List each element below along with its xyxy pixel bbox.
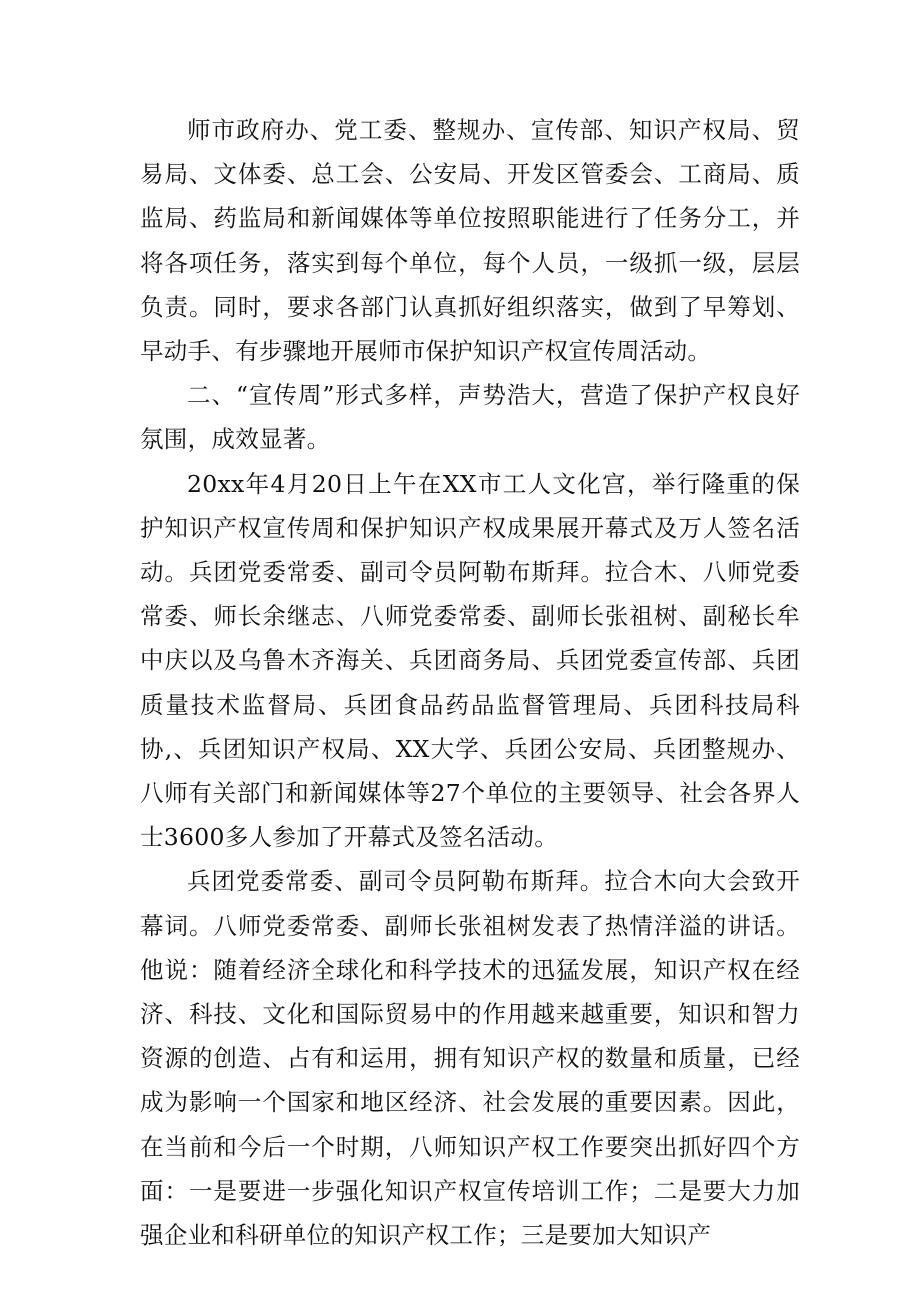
document-body (140, 108, 800, 1257)
paragraph-4: 兵团党委常委、副司令员阿勒布斯拜。拉合木向大会致开幕词。八师党委常委、副师长张祖树发表了热情洋溢的讲话。他说：随着经济全球化和科学技术的迅猛发展，知识产权在经济、科技、文化和国际贸易中的作用越来越重要，知识和智力资源的创造、占有和运用，拥有知识产权的数量和质量，已经成为影响一个国家和地区经济、社会发展的重要因素。因此，在当前和今后一个时期，八师知识产权工作要突出抓好四个方面：一是要进一步强化知识产权宣传培训工作；二是要大力加强企业和科研单位的知识产权工作；三是要加大知识产 (140, 867, 800, 1250)
paragraph-2-heading: 二、“宣传周”形式多样，声势浩大，营造了保护产权良好氛围，成效显著。 (140, 381, 800, 454)
paragraph-1: 师市政府办、党工委、整规办、宣传部、知识产权局、贸易局、文体委、总工会、公安局、开发区管委会、工商局、质监局、药监局和新闻媒体等单位按照职能进行了任务分工，并将各项任务，落实到每个单位，每个人员，一级抓一级，层层负责。同时，要求各部门认真抓好组织落实，做到了早筹划、早动手、有步骤地开展师市保护知识产权宣传周活动。 (140, 116, 800, 366)
paragraph-3: 20xx年4月20日上午在XX市工人文化宫，举行隆重的保护知识产权宣传周和保护知识产权成果展开幕式及万人签名活动。兵团党委常委、副司令员阿勒布斯拜。拉合木、八师党委常委、师长余继志、八师党委常委、副师长张祖树、副秘长牟中庆以及乌鲁木齐海关、兵团商务局、兵团党委宣传部、兵团质量技术监督局、兵团食品药品监督管理局、兵团科技局科协,、兵团知识产权局、XX大学、兵团公安局、兵团整规办、八师有关部门和新闻媒体等27个单位的主要领导、社会各界人士3600多人参加了开幕式及签名活动。 (140, 469, 800, 852)
